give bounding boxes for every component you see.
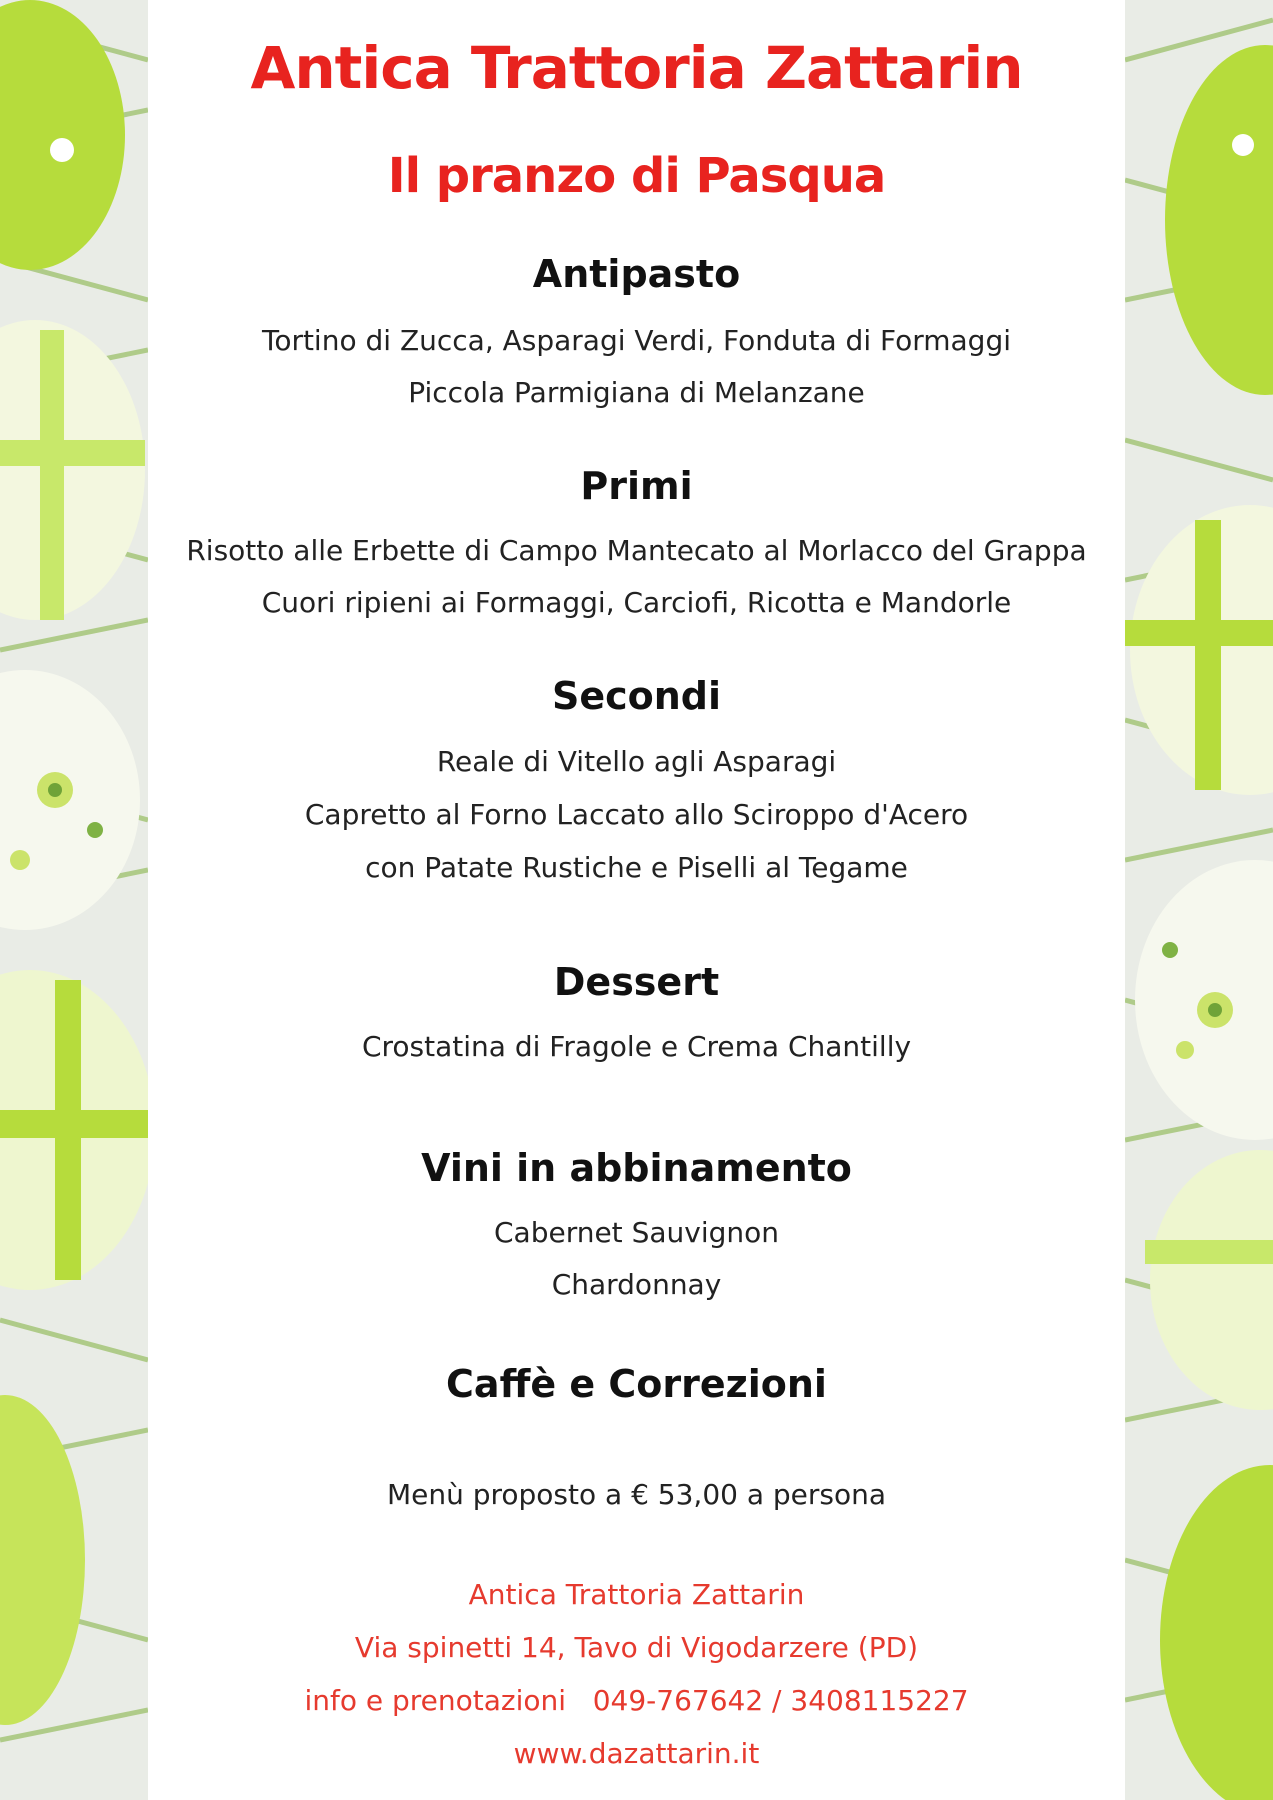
menu-item: Tortino di Zucca, Asparagi Verdi, Fonduta di Formaggi bbox=[261, 324, 1012, 357]
menu-item: Piccola Parmigiana di Melanzane bbox=[408, 376, 865, 409]
section-heading-caffe: Caffè e Correzioni bbox=[446, 1362, 827, 1406]
right-decoration bbox=[1125, 0, 1273, 1800]
section-heading-secondi: Secondi bbox=[551, 674, 722, 718]
section-heading-vini: Vini in abbinamento bbox=[421, 1146, 852, 1190]
menu-subtitle: Il pranzo di Pasqua bbox=[387, 148, 886, 204]
easter-eggs-left-image bbox=[0, 0, 148, 1800]
contact-phone: info e prenotazioni 049-767642 / 3408115227 bbox=[304, 1684, 969, 1717]
menu-item: con Patate Rustiche e Piselli al Tegame bbox=[365, 851, 908, 884]
price-note: Menù proposto a € 53,00 a persona bbox=[386, 1478, 887, 1511]
section-heading-primi: Primi bbox=[580, 464, 693, 508]
menu-item: Cuori ripieni ai Formaggi, Carciofi, Ricotta e Mandorle bbox=[261, 586, 1012, 619]
menu-item: Chardonnay bbox=[551, 1268, 722, 1301]
menu-item: Cabernet Sauvignon bbox=[493, 1216, 779, 1249]
contact-name: Antica Trattoria Zattarin bbox=[468, 1578, 805, 1611]
menu-item: Crostatina di Fragole e Crema Chantilly bbox=[361, 1030, 912, 1063]
contact-address: Via spinetti 14, Tavo di Vigodarzere (PD) bbox=[354, 1631, 919, 1664]
section-heading-dessert: Dessert bbox=[553, 960, 720, 1004]
menu-panel bbox=[148, 0, 1125, 1800]
easter-eggs-right-image bbox=[1125, 0, 1273, 1800]
menu-item: Reale di Vitello agli Asparagi bbox=[436, 745, 837, 778]
left-decoration bbox=[0, 0, 148, 1800]
website-link[interactable]: www.dazattarin.it bbox=[513, 1737, 760, 1770]
section-heading-antipasto: Antipasto bbox=[532, 252, 741, 296]
menu-item: Capretto al Forno Laccato allo Sciroppo d'Acero bbox=[304, 798, 969, 831]
restaurant-title: Antica Trattoria Zattarin bbox=[250, 34, 1023, 102]
menu-item: Risotto alle Erbette di Campo Mantecato al Morlacco del Grappa bbox=[186, 534, 1087, 567]
